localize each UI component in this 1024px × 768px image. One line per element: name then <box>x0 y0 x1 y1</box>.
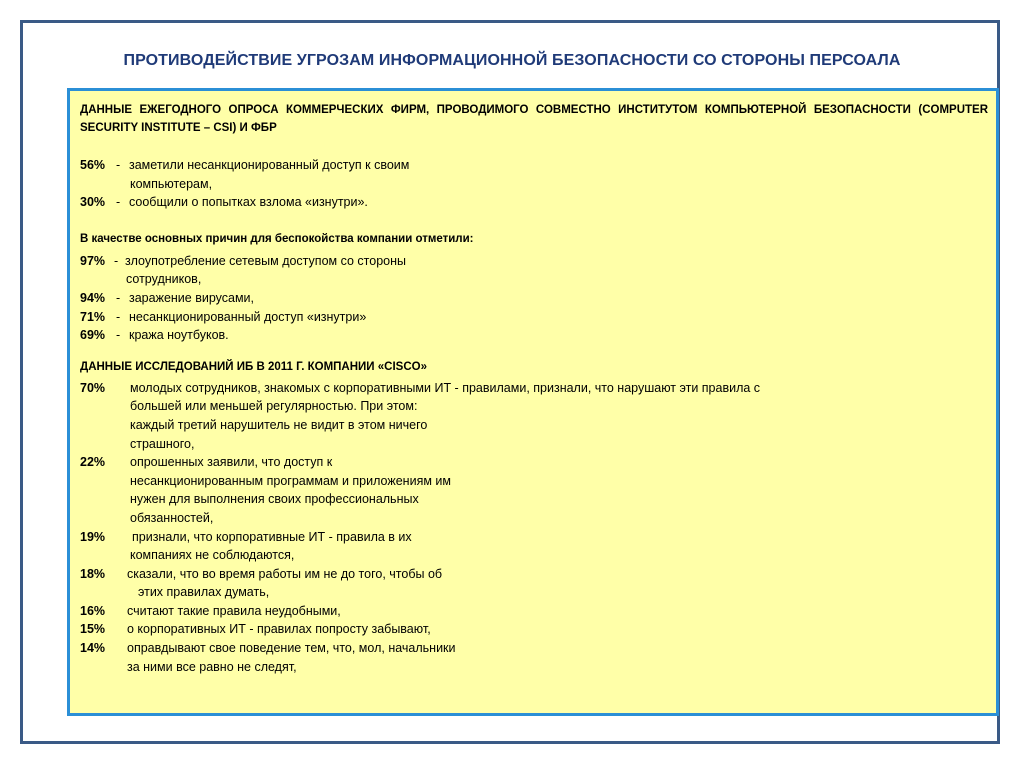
percent-value: 15% <box>80 622 106 637</box>
item-text: заметили несанкционированный доступ к своим <box>129 158 410 172</box>
item-text-cont: нужен для выполнения своих профессиональных <box>130 492 419 507</box>
item-text-cont: этих правилах думать, <box>138 585 270 600</box>
list-item <box>80 602 988 621</box>
list-item <box>80 289 988 308</box>
list-item <box>80 620 988 639</box>
item-text: о корпоративных ИТ - правилах попросту забывают, <box>127 622 431 637</box>
percent-value: 14% <box>80 641 106 656</box>
dash-separator: - <box>116 328 121 343</box>
dash-separator: - <box>116 309 121 324</box>
list-item <box>80 639 988 676</box>
item-text-cont: компьютерам, <box>130 176 213 191</box>
dash-separator: - <box>116 290 121 305</box>
list-item <box>80 252 988 289</box>
list-item <box>80 193 988 212</box>
percent-value: 56% <box>80 158 106 172</box>
list-item <box>80 156 988 193</box>
percent-value: 19% <box>80 529 106 544</box>
item-text: заражение вирусами, <box>129 290 255 305</box>
list-item <box>80 379 988 453</box>
item-text: сообщили о попытках взлома «изнутри». <box>129 195 368 210</box>
item-text: несанкционированный доступ «изнутри» <box>129 309 367 324</box>
item-text: оправдывают свое поведение тем, что, мол, начальники <box>127 641 456 656</box>
item-text: сказали, что во время работы им не до того, чтобы об <box>127 566 443 581</box>
item-text-cont: большей или меньшей регулярностью. При этом: <box>130 399 418 414</box>
list-item <box>80 326 988 345</box>
item-text-cont: за ними все равно не следят, <box>127 659 297 674</box>
item-text-cont: компаниях не соблюдаются, <box>130 548 295 563</box>
list-item <box>80 565 988 602</box>
csi-heading: ДАННЫЕ ЕЖЕГОДНОГО ОПРОСА КОММЕРЧЕСКИХ ФИРМ, ПРОВОДИМОГО СОВМЕСТНО ИНСТИТУТОМ КОМПЬЮТЕРНОЙ БЕЗОПАСНОСТИ (COMPUTER SECURITY INSTITUTE – CSI) И ФБР <box>80 104 988 134</box>
item-text: считают такие правила неудобными, <box>127 603 341 618</box>
item-text: признали, что корпоративные ИТ - правила в их <box>132 529 412 544</box>
item-text: кража ноутбуков. <box>129 328 229 343</box>
item-text-cont: сотрудников, <box>126 272 202 287</box>
dash-separator: - <box>116 195 121 210</box>
percent-value: 18% <box>80 566 106 581</box>
item-text-cont: обязанностей, <box>130 510 214 525</box>
item-text: опрошенных заявили, что доступ к <box>130 455 333 470</box>
item-text: злоупотребление сетевым доступом со стороны <box>125 253 406 268</box>
dash-separator: - <box>116 158 121 172</box>
cisco-heading: ДАННЫЕ ИССЛЕДОВАНИЙ ИБ В 2011 Г. КОМПАНИИ «CISCO» <box>80 360 427 373</box>
item-text-cont: несанкционированным программам и приложениям им <box>130 473 451 488</box>
percent-value: 22% <box>80 455 106 470</box>
percent-value: 70% <box>80 380 106 395</box>
dash-separator: - <box>114 253 119 268</box>
item-text-cont: каждый третий нарушитель не видит в этом ничего <box>130 417 428 432</box>
content-panel <box>67 88 999 716</box>
percent-value: 94% <box>80 290 106 305</box>
percent-value: 30% <box>80 195 106 210</box>
item-text: молодых сотрудников, знакомых с корпоративными ИТ - правилами, признали, что нарушают эти правила с <box>130 380 761 395</box>
list-item <box>80 528 988 565</box>
percent-value: 16% <box>80 603 106 618</box>
list-item <box>80 308 988 327</box>
percent-value: 97% <box>80 253 106 268</box>
percent-value: 71% <box>80 309 106 324</box>
content-body <box>80 101 988 676</box>
percent-value: 69% <box>80 328 106 343</box>
slide-title: ПРОТИВОДЕЙСТВИЕ УГРОЗАМ ИНФОРМАЦИОННОЙ БЕЗОПАСНОСТИ СО СТОРОНЫ ПЕРСОАЛА <box>123 52 901 69</box>
item-text-cont: страшного, <box>130 436 195 451</box>
list-item <box>80 453 988 527</box>
reasons-heading: В качестве основных причин для беспокойства компании отметили: <box>80 232 474 245</box>
